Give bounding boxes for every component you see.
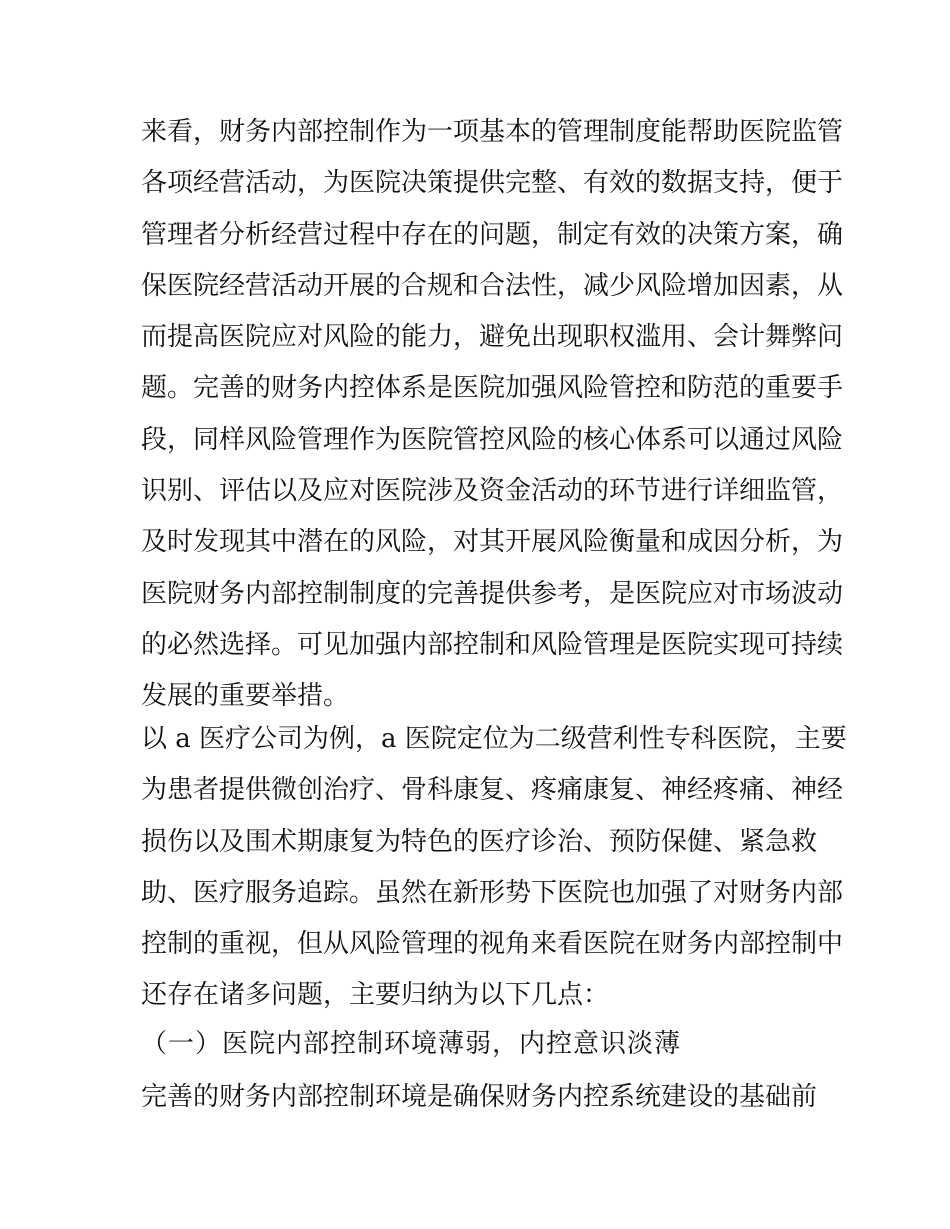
text-line: 助、医疗服务追踪。虽然在新形势下医院也加强了对财务内部 bbox=[141, 877, 844, 908]
text-line: 段，同样风险管理作为医院管控风险的核心体系可以通过风险 bbox=[141, 424, 844, 455]
text-line: 管理者分析经营过程中存在的问题，制定有效的决策方案，确 bbox=[141, 219, 844, 250]
text-line: 控制的重视，但从风险管理的视角来看医院在财务内部控制中 bbox=[141, 929, 844, 960]
text-line: 以 a 医疗公司为例，a 医院定位为二级营利性专科医院，主要 bbox=[141, 724, 847, 754]
section-heading: （一）医院内部控制环境薄弱，内控意识淡薄 bbox=[141, 1029, 682, 1059]
text-line: 还存在诸多问题，主要归纳为以下几点： bbox=[141, 980, 610, 1011]
text-line: 保医院经营活动开展的合规和合法性，减少风险增加因素，从 bbox=[141, 270, 844, 301]
text-line: 发展的重要举措。 bbox=[141, 681, 350, 712]
text-line: 及时发现其中潜在的风险，对其开展风险衡量和成因分析，为 bbox=[141, 527, 844, 558]
text-line: 的必然选择。可见加强内部控制和风险管理是医院实现可持续 bbox=[141, 629, 844, 660]
text-line: 题。完善的财务内控体系是医院加强风险管控和防范的重要手 bbox=[141, 373, 844, 404]
text-line: 完善的财务内部控制环境是确保财务内控系统建设的基础前 bbox=[141, 1082, 818, 1112]
paragraph-body-3 bbox=[141, 1072, 818, 1123]
text-line: 而提高医院应对风险的能力，避免出现职权滥用、会计舞弊问 bbox=[141, 322, 844, 353]
paragraph-body-1 bbox=[141, 107, 844, 723]
text-line: 为患者提供微创治疗、骨科康复、疼痛康复、神经疼痛、神经 bbox=[141, 775, 844, 806]
text-line: 损伤以及围术期康复为特色的医疗诊治、预防保健、紧急救 bbox=[141, 826, 818, 857]
text-line: 识别、评估以及应对医院涉及资金活动的环节进行详细监管， bbox=[141, 476, 844, 507]
paragraph-body-2 bbox=[141, 714, 847, 1022]
text-line: 医院财务内部控制制度的完善提供参考，是医院应对市场波动 bbox=[141, 578, 844, 609]
text-line: 来看，财务内部控制作为一项基本的管理制度能帮助医院监管 bbox=[141, 117, 844, 147]
text-line: 各项经营活动，为医院决策提供完整、有效的数据支持，便于 bbox=[141, 168, 844, 199]
